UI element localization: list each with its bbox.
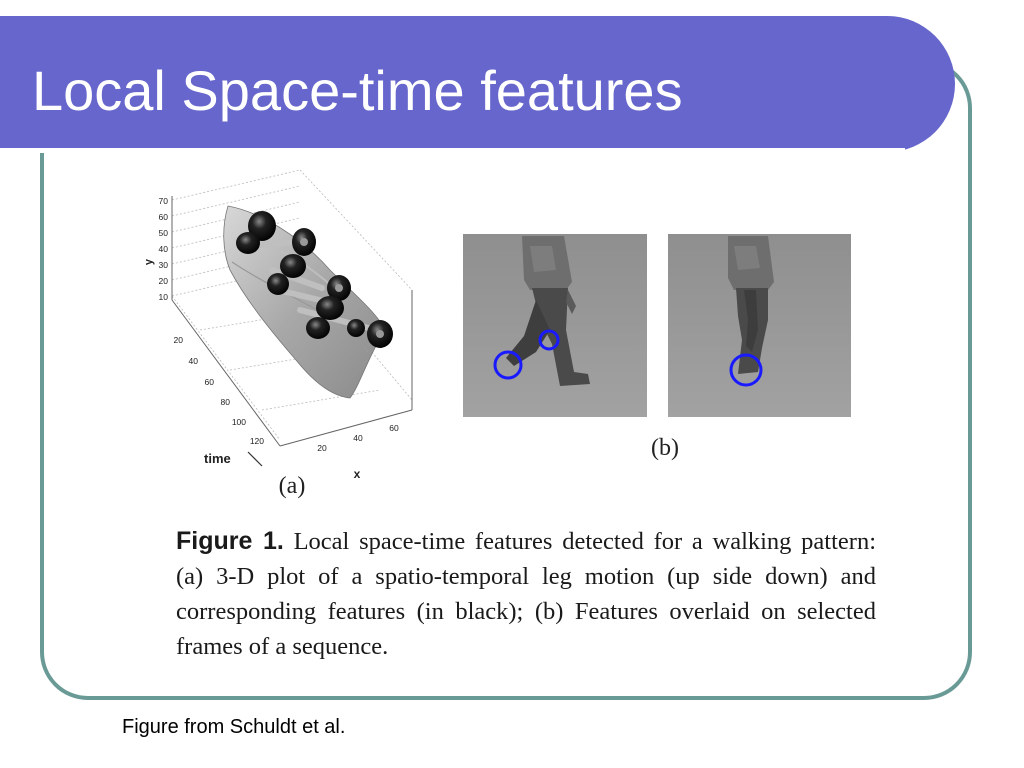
y-axis-label: y	[143, 258, 155, 266]
video-frame-1	[463, 234, 647, 417]
y-tick: 50	[158, 228, 168, 238]
x-axis-label: x	[353, 467, 361, 481]
y-tick: 60	[158, 212, 168, 222]
figure-caption-label: Figure 1.	[176, 527, 284, 555]
time-axis-arrow	[248, 452, 262, 466]
x-tick: 20	[317, 443, 327, 453]
panel-b-label: (b)	[651, 435, 679, 461]
y-tick: 70	[158, 196, 168, 206]
time-tick: 100	[231, 417, 246, 427]
time-tick: 80	[220, 397, 230, 407]
time-axis-label: time	[204, 451, 231, 466]
time-tick: 20	[173, 335, 183, 345]
panel-a-label: (a)	[278, 473, 306, 499]
time-tick: 40	[188, 356, 198, 366]
video-frames	[463, 234, 851, 461]
y-tick: 40	[158, 244, 168, 254]
x-tick: 40	[353, 433, 363, 443]
spatio-temporal-3d-plot	[143, 170, 412, 499]
video-frame-2	[668, 234, 851, 417]
y-tick: 30	[158, 260, 168, 270]
figure-caption-text: Local space-time features detected for a walking pattern: (a) 3-D plot of a spatio-temporal leg motion (up side down) and corresponding features (in black); (b) Features overlaid on selected frames of a sequence.	[176, 528, 877, 660]
y-tick: 20	[158, 276, 168, 286]
slide-title: Local Space-time features	[32, 59, 683, 122]
time-tick: 60	[204, 377, 214, 387]
y-tick: 10	[158, 292, 168, 302]
x-tick: 60	[389, 423, 399, 433]
figure-caption	[176, 524, 876, 664]
figure-credit: Figure from Schuldt et al.	[122, 716, 346, 738]
time-tick: 120	[249, 436, 264, 446]
